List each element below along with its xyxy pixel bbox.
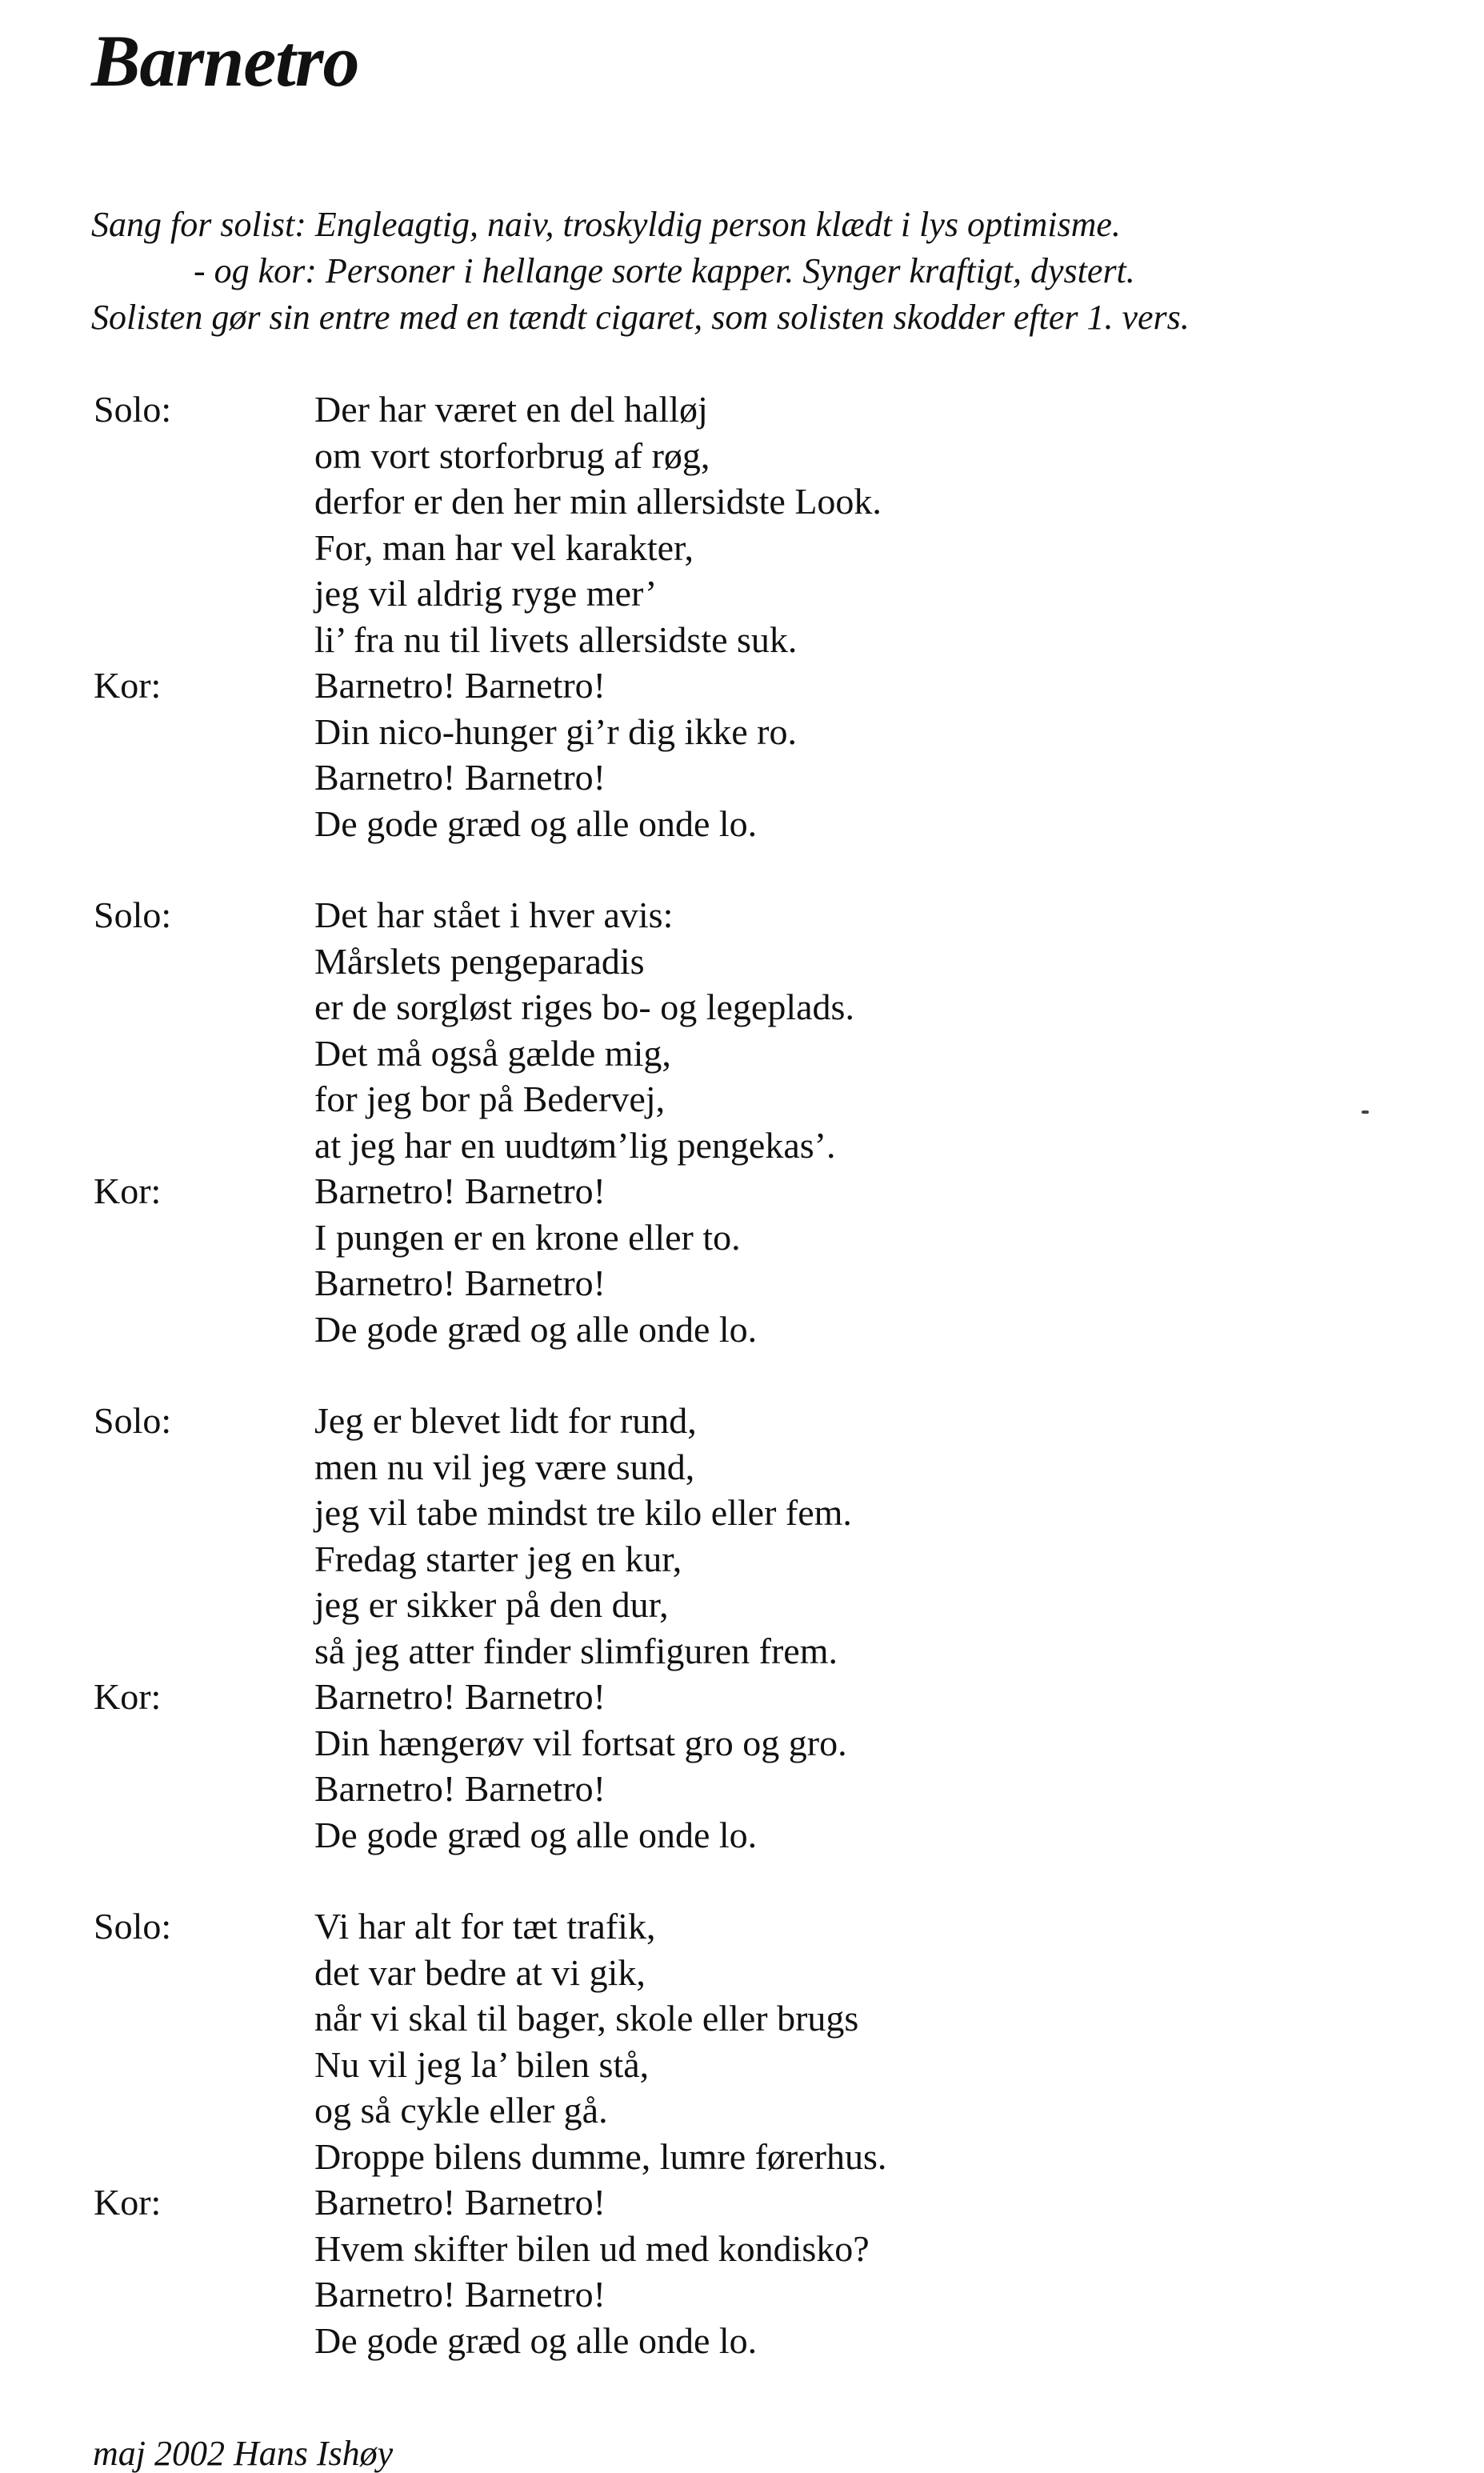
lyric-line: Barnetro! Barnetro! xyxy=(314,1263,606,1303)
solo-lines xyxy=(314,892,1294,1168)
lyric-line: Barnetro! Barnetro! xyxy=(314,1676,606,1717)
solo-lines xyxy=(314,1903,1294,2179)
lyric-line: Barnetro! Barnetro! xyxy=(314,2182,606,2223)
solo-part xyxy=(94,1903,1294,2179)
lyric-line: Barnetro! Barnetro! xyxy=(314,2274,606,2315)
lyric-line: Nu vil jeg la’ bilen stå, xyxy=(314,2043,650,2085)
lyric-line: Det har stået i hver avis: xyxy=(314,894,674,935)
solo-part xyxy=(94,892,1294,1168)
lyric-line: Fredag starter jeg en kur, xyxy=(314,1538,682,1579)
kor-lines xyxy=(314,1674,1294,1858)
kor-label: Kor: xyxy=(94,665,162,706)
performance-instructions xyxy=(91,202,1190,341)
solo-label: Solo: xyxy=(94,1400,172,1441)
verse-stanza xyxy=(94,386,1294,846)
instruction-line: Sang for solist: Engleagtig, naiv, troskyldig person klædt i lys optimisme. xyxy=(91,205,1121,244)
lyric-line: I pungen er en krone eller to. xyxy=(314,1216,741,1258)
lyric-line: at jeg har en uudtøm’lig pengekas’. xyxy=(314,1124,836,1166)
solo-lines xyxy=(314,386,1294,662)
lyric-line: derfor er den her min allersidste Look. xyxy=(314,481,882,522)
date-and-author: maj 2002 Hans Ishøy xyxy=(93,2434,394,2473)
lyric-line: men nu vil jeg være sund, xyxy=(314,1446,695,1487)
lyric-line: Der har været en del halløj xyxy=(314,389,708,430)
lyric-line: jeg er sikker på den dur, xyxy=(314,1584,669,1625)
lyric-line: Barnetro! Barnetro! xyxy=(314,665,606,706)
lyric-line: De gode græd og alle onde lo. xyxy=(314,802,758,844)
lyric-line: For, man har vel karakter, xyxy=(314,526,694,568)
verse-stanza xyxy=(94,1903,1294,2363)
lyric-line: De gode græd og alle onde lo. xyxy=(314,1308,758,1350)
lyric-line: og så cykle eller gå. xyxy=(314,2090,608,2131)
solo-label: Solo: xyxy=(94,389,172,430)
lyric-line: om vort storforbrug af røg, xyxy=(314,434,710,476)
lyric-line: jeg vil tabe mindst tre kilo eller fem. xyxy=(314,1492,852,1533)
verse-stanza xyxy=(94,892,1294,1352)
scan-speck xyxy=(1362,1110,1369,1114)
lyric-line: jeg vil aldrig ryge mer’ xyxy=(314,573,658,614)
solo-label: Solo: xyxy=(94,1906,172,1947)
kor-lines xyxy=(314,1168,1294,1352)
kor-part xyxy=(94,2179,1294,2363)
instruction-line: - og kor: Personer i hellange sorte kapper. Synger kraftigt, dystert. xyxy=(194,251,1135,290)
lyric-line: er de sorgløst riges bo- og legeplads. xyxy=(314,986,854,1027)
kor-lines xyxy=(314,662,1294,846)
lyric-line: Din hængerøv vil fortsat gro og gro. xyxy=(314,1722,847,1763)
kor-part xyxy=(94,662,1294,846)
verse-stanza xyxy=(94,1398,1294,1858)
lyric-line: Droppe bilens dumme, lumre førerhus. xyxy=(314,2135,887,2177)
lyric-line: når vi skal til bager, skole eller brugs xyxy=(314,1998,859,2039)
lyric-line: Barnetro! Barnetro! xyxy=(314,1170,606,1211)
lyric-line: Jeg er blevet lidt for rund, xyxy=(314,1400,697,1441)
solo-lines xyxy=(314,1398,1294,1674)
kor-label: Kor: xyxy=(94,2182,162,2223)
lyric-line: De gode græd og alle onde lo. xyxy=(314,1814,758,1855)
lyric-line: det var bedre at vi gik, xyxy=(314,1951,646,1993)
song-title: Barnetro xyxy=(91,20,359,102)
solo-part xyxy=(94,1398,1294,1674)
lyric-line: Barnetro! Barnetro! xyxy=(314,1768,606,1809)
kor-part xyxy=(94,1674,1294,1858)
kor-label: Kor: xyxy=(94,1170,162,1211)
kor-lines xyxy=(314,2179,1294,2363)
solo-part xyxy=(94,386,1294,662)
song-lyrics xyxy=(94,386,1294,2409)
kor-part xyxy=(94,1168,1294,1352)
kor-label: Kor: xyxy=(94,1676,162,1717)
lyric-line: Din nico-hunger gi’r dig ikke ro. xyxy=(314,710,797,752)
lyric-line: Vi har alt for tæt trafik, xyxy=(314,1906,656,1947)
lyric-line: for jeg bor på Bedervej, xyxy=(314,1078,666,1119)
lyric-line: De gode græd og alle onde lo. xyxy=(314,2319,758,2361)
lyric-line: Barnetro! Barnetro! xyxy=(314,757,606,798)
instruction-line: Solisten gør sin entre med en tændt cigaret, som solisten skodder efter 1. vers. xyxy=(91,298,1190,337)
lyric-line: Hvem skifter bilen ud med kondisko? xyxy=(314,2227,870,2269)
lyric-line: så jeg atter finder slimfiguren frem. xyxy=(314,1630,838,1671)
lyric-line: Det må også gælde mig, xyxy=(314,1032,671,1074)
lyric-line: Mårslets pengeparadis xyxy=(314,940,645,982)
lyric-line: li’ fra nu til livets allersidste suk. xyxy=(314,618,798,660)
solo-label: Solo: xyxy=(94,894,172,935)
